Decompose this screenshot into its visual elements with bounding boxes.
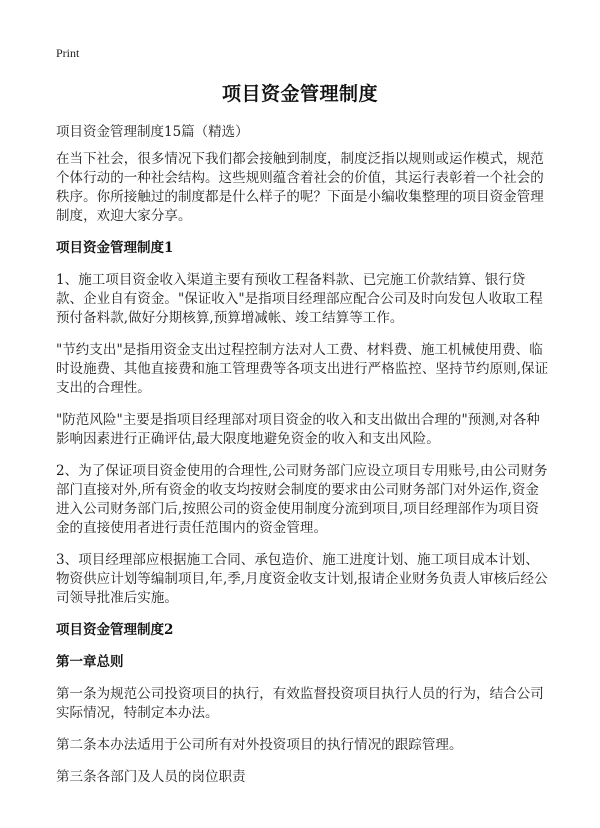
section1-paragraph: 1、施工项目资金收入渠道主要有预收工程备料款、已完施工价款结算、银行贷款、企业自有资金。"保证收入"是指项目经理部应配合公司及时向发包人收取工程预付备料款,做好分期核算,预算增减帐、竣工结算等工作。 (56, 272, 543, 326)
section-heading-2: 项目资金管理制度2 (56, 622, 174, 638)
page-title: 项目资金管理制度 (221, 83, 378, 105)
section2-paragraph: 第一条为规范公司投资项目的执行，有效监督投资项目执行人员的行为，结合公司实际情况，特制定本办法。 (56, 686, 544, 721)
page-subtitle: 项目资金管理制度15篇（精选） (56, 124, 249, 140)
print-link[interactable]: Print (56, 46, 80, 60)
section-heading-1: 项目资金管理制度1 (56, 240, 174, 256)
intro-paragraph: 在当下社会，很多情况下我们都会接触到制度，制度泛指以规则或运作模式，规范个体行动的一种社会结构。这些规则蕴含着社会的价值，其运行表彰着一个社会的秩序。你所接触过的制度都是什么样子的呢？下面是小编收集整理的项目资金管理制度，欢迎大家分享。 (56, 151, 544, 224)
chapter-heading: 第一章总则 (56, 654, 124, 670)
section1-paragraph: "防范风险"主要是指项目经理部对项目资金的收入和支出做出合理的"预测,对各种影响因素进行正确评估,最大限度地避免资金的收入和支出风险。 (56, 412, 540, 447)
section2-paragraph: 第二条本办法适用于公司所有对外投资项目的执行情况的跟踪管理。 (56, 737, 463, 753)
section1-paragraph: 3、项目经理部应根据施工合同、承包造价、施工进度计划、施工项目成本计划、物资供应计划等编制项目,年,季,月度资金收支计划,报请企业财务负责人审核后经公司领导批准后实施。 (56, 552, 548, 606)
section2-paragraph: 第三条各部门及人员的岗位职责 (56, 769, 246, 785)
section1-paragraph: "节约支出"是指用资金支出过程控制方法对人工费、材料费、施工机械使用费、临时设施费、其他直接费和施工管理费等各项支出进行严格监控、坚持节约原则,保证支出的合理性。 (56, 342, 549, 396)
section1-paragraph: 2、为了保证项目资金使用的合理性,公司财务部门应设立项目专用账号,由公司财务部门直接对外,所有资金的收支均按财会制度的要求由公司财务部门对外运作,资金进入公司财务部门后,按照公司的资金使用制度分流到项目,项目经理部作为项目资金的直接使用者进行责任范围内的资金管理。 (56, 463, 548, 536)
article-body (56, 150, 552, 800)
